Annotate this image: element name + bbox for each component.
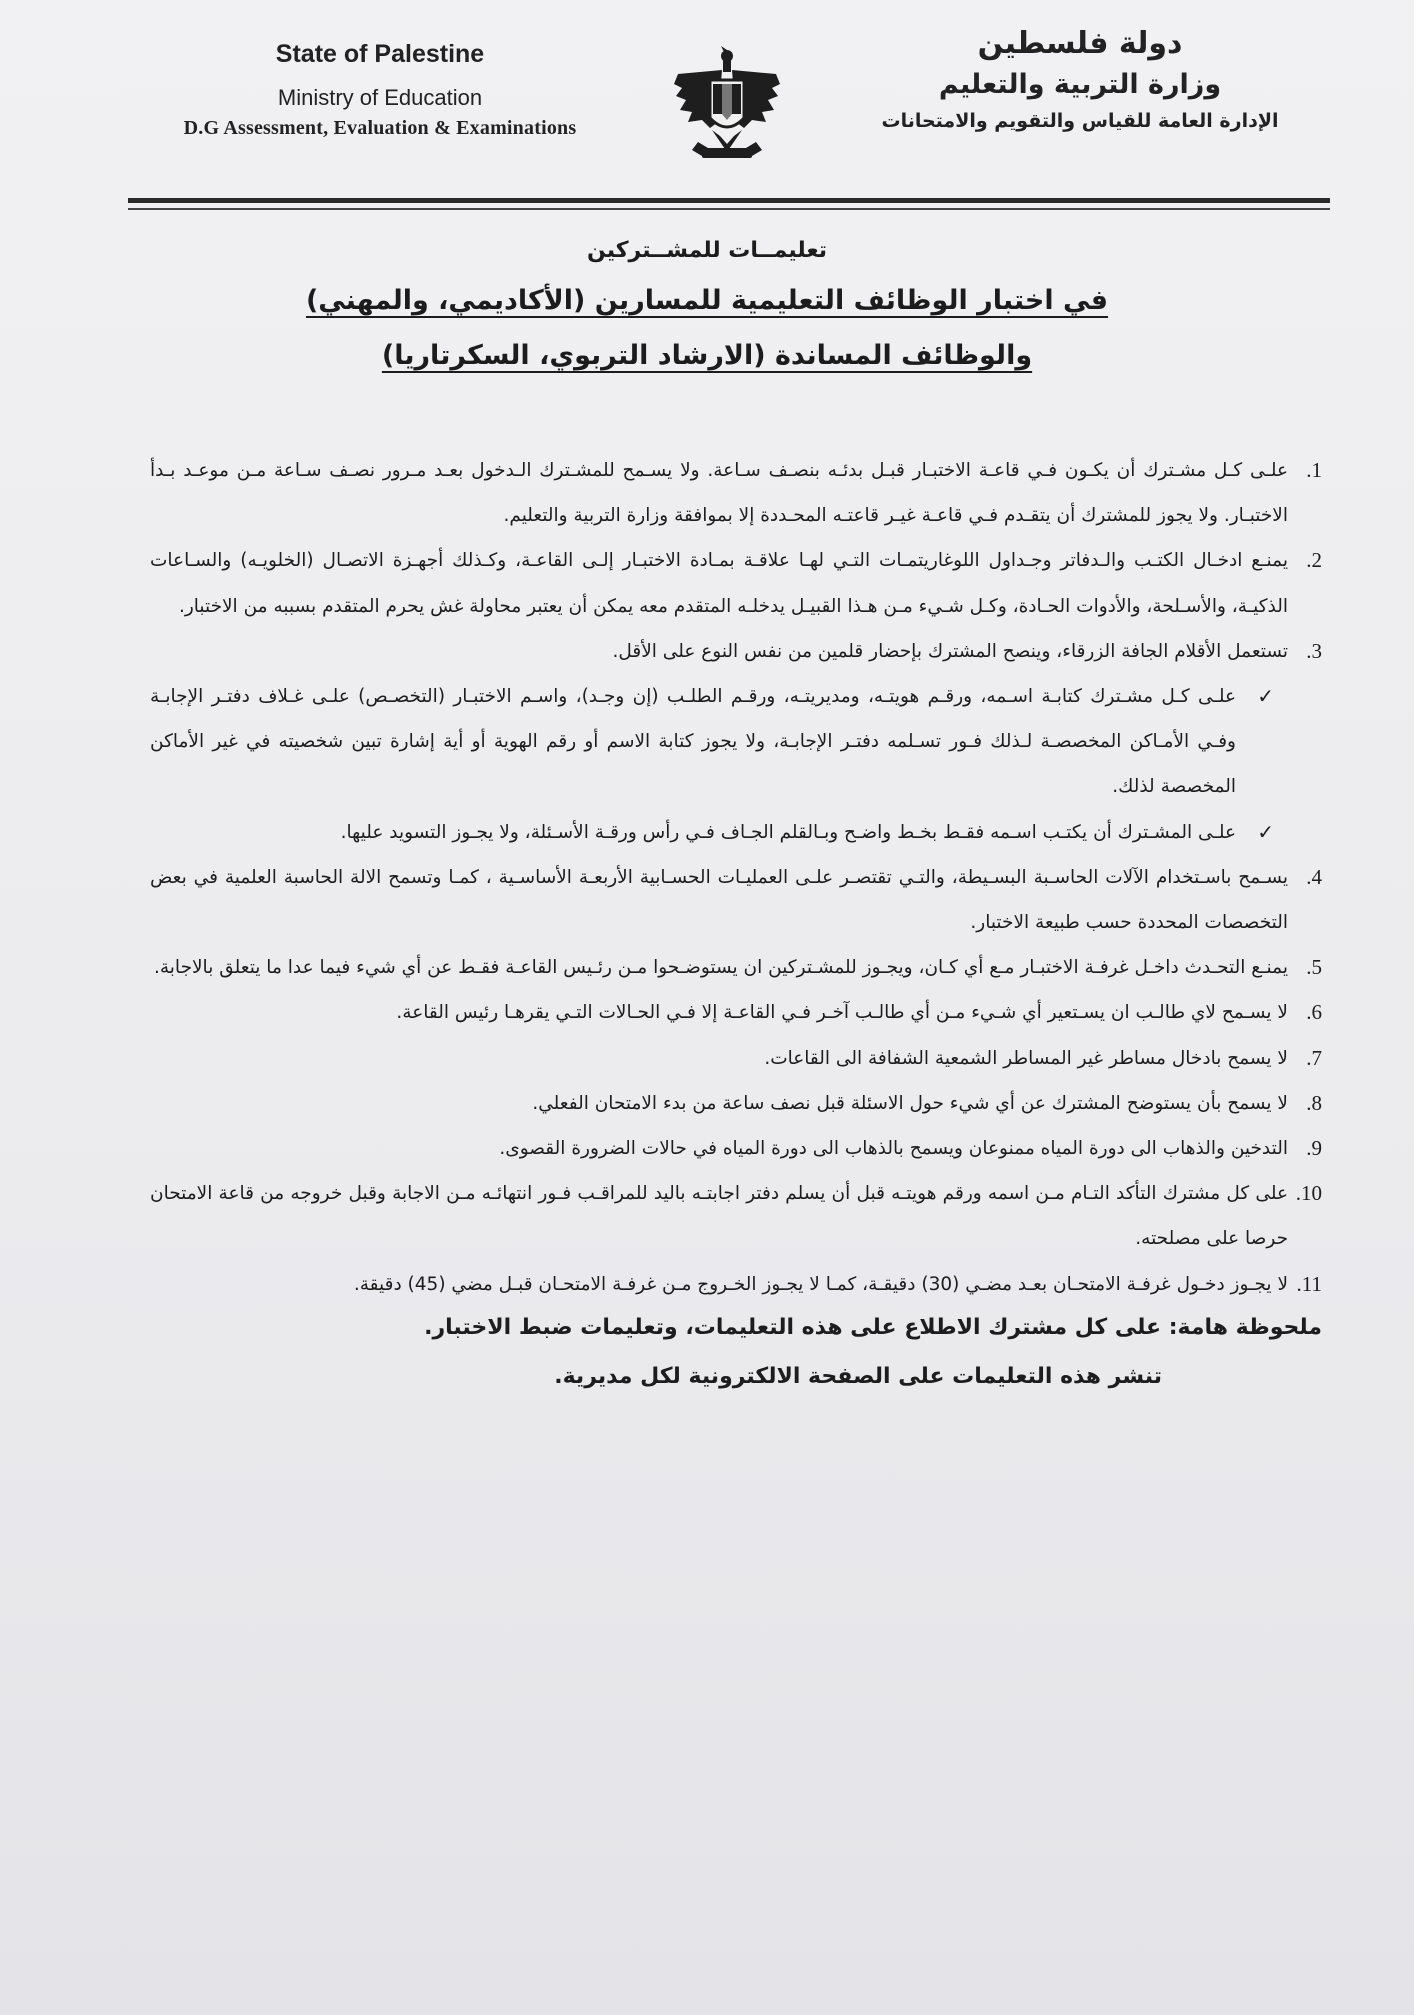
item-text: على كل مشترك التأكد التـام مـن اسمه ورقم هويتـه قبل أن يسلم دفتر اجابتـه باليد للمراقـب فـور انتهائـه مـن الاجابة وقبل خروجه من قاعة الامتحان حرصا على مصلحته. bbox=[150, 1183, 1288, 1250]
list-item bbox=[150, 1171, 1322, 1261]
item-text: لا يسـمح لاي طالـب ان يسـتعير أي شـيء مـن أي طالـب آخـر فـي القاعـة إلا فـي الحـالات التـي يقرهـا رئيس القاعة. bbox=[396, 1002, 1288, 1024]
publication-note: تنشر هذه التعليمات على الصفحة الالكترونية لكل مديرية. bbox=[554, 1363, 1162, 1389]
ministry-name-en: Ministry of Education bbox=[277, 85, 483, 110]
list-item bbox=[150, 1126, 1322, 1171]
item-number: .10 bbox=[1295, 1181, 1322, 1206]
title-support-jobs: والوظائف المساندة (الارشاد التربوي، السكرتاريا) bbox=[381, 340, 1033, 371]
list-item bbox=[150, 1262, 1322, 1307]
instructions-list bbox=[150, 448, 1322, 1307]
sub-item bbox=[150, 810, 1278, 855]
list-item bbox=[150, 1036, 1322, 1081]
checkmark-icon: ✓ bbox=[1257, 684, 1274, 709]
item-number: .1 bbox=[1306, 458, 1322, 482]
document-titles bbox=[200, 238, 1214, 371]
item-text: يمنـع التحـدث داخـل غرفـة الاختبـار مـع أي كـان، ويجـوز للمشـتركين ان يستوضـحوا مـن رئـيس القاعـة فقـط عن أي شيء فيما عدا ما يتعلق بالاجابة. bbox=[153, 957, 1288, 979]
item-text: يمنـع ادخـال الكتـب والـدفاتر وجـداول اللوغاريتمـات التـي لهـا علاقـة بمـادة الاختبـار إلـى القاعـة، وكـذلك أجهـزة الاتصـال (الخلويـه) والسـاعات الذكيـة، والأسـلحة، والأدوات الحـادة، وكـل شـيء مـن هـذا القبيـل يدخلـه المتقدم معه يمكن أن يعتبر محاولة غش يحرم المتقدم بسببه من الاختبار. bbox=[150, 550, 1288, 617]
header-divider-thin bbox=[128, 208, 1330, 210]
list-item bbox=[150, 1081, 1322, 1126]
list-item bbox=[150, 448, 1322, 538]
list-item bbox=[150, 538, 1322, 628]
item-text: يسـمح باسـتخدام الآلات الحاسـبة البسـيطة، والتـي تقتصـر علـى العمليـات الحسـابية الأربعـة الأساسـية ، كمـا وتسمح الالة الحاسبة العلمية في بعض التخصصات المحددة حسب طبيعة الاختبار. bbox=[150, 866, 1288, 934]
directorate-name-en: D.G Assessment, Evaluation & Examinations bbox=[183, 117, 577, 139]
header-arabic bbox=[870, 26, 1290, 132]
title-exam-tracks: في اختبار الوظائف التعليمية للمسارين (الأكاديمي، والمهني) bbox=[305, 285, 1109, 316]
item-text: لا يسمح بأن يستوضح المشترك عن أي شيء حول الاسئلة قبل نصف ساعة من بدء الامتحان الفعلي. bbox=[532, 1092, 1288, 1114]
item-text: تستعمل الأقلام الجافة الزرقاء، وينصح المشترك بإحضار قلمين من نفس النوع على الأقل. bbox=[612, 640, 1288, 662]
ministry-name-ar: وزارة التربية والتعليم bbox=[938, 69, 1222, 100]
sub-item-text: علـى كـل مشـترك كتابـة اسـمه، ورقـم هويتـه، ومديريتـه، ورقـم الطلـب (إن وجـد)، واسـم الاختبـار (التخصـص) علـى غـلاف دفتـر الإجابـة وفـي الأمـاكن المخصصـة لـذلك فـور تسـلمه دفتـر الإجابـة، ولا يجوز كتابة الاسم أو رقم الهوية أو أية إشارة تبين شخصيته في غير الأماكن المخصصة لذلك. bbox=[150, 686, 1236, 798]
list-item bbox=[150, 855, 1322, 945]
state-name-ar: دولة فلسطين bbox=[977, 26, 1183, 61]
title-instructions: تعليمــات للمشــتركين bbox=[586, 238, 828, 263]
sub-item-text: علـى المشـترك أن يكتـب اسـمه فقـط بخـط واضـح وبـالقلم الجـاف فـي رأس ورقـة الأسـئلة، ولا يجـوز التسويد عليها. bbox=[340, 821, 1236, 843]
item-text: التدخين والذهاب الى دورة المياه ممنوعان ويسمح بالذهاب الى دورة المياه في حالات الضرورة القصوى. bbox=[499, 1138, 1288, 1160]
checkmark-icon: ✓ bbox=[1257, 819, 1274, 844]
list-item bbox=[150, 945, 1322, 990]
directorate-name-ar: الإدارة العامة للقياس والتقويم والامتحانات bbox=[881, 110, 1279, 132]
item-number: .5 bbox=[1306, 955, 1322, 980]
item-number: .4 bbox=[1306, 864, 1322, 889]
item-number: .9 bbox=[1306, 1136, 1322, 1161]
sub-item bbox=[150, 674, 1278, 810]
important-note: ملحوظة هامة: على كل مشترك الاطلاع على هذه التعليمات، وتعليمات ضبط الاختبار. bbox=[424, 1314, 1322, 1340]
item-number: .2 bbox=[1306, 548, 1322, 573]
list-item bbox=[150, 629, 1322, 855]
palestine-eagle-emblem-icon bbox=[672, 44, 782, 166]
state-name-en: State of Palestine bbox=[275, 40, 485, 68]
item-number: .3 bbox=[1306, 638, 1322, 663]
item-number: .6 bbox=[1306, 1000, 1322, 1025]
header-divider-thick bbox=[128, 198, 1330, 203]
item-text: لا يجـوز دخـول غرفـة الامتحـان بعـد مضـي (30) دقيقـة، كمـا لا يجـوز الخـروج مـن غرفـة الامتحـان قبـل مضي (45) دقيقة. bbox=[353, 1273, 1288, 1295]
instructions-body bbox=[150, 448, 1322, 1405]
item-text: علـى كـل مشـترك أن يكـون فـي قاعـة الاختبـار قبـل بدئـه بنصـف سـاعة. ولا يسـمح للمشـترك الـدخول بعـد مـرور نصـف سـاعة مـن موعـد بـدأ الاختبـار. ولا يجوز للمشترك أن يتقـدم فـي قاعـة غيـر قاعتـه المحـددة إلا بموافقة وزارة التربية والتعليم. bbox=[150, 460, 1288, 527]
header-english bbox=[120, 40, 640, 140]
list-item bbox=[150, 990, 1322, 1035]
item-number: .7 bbox=[1306, 1045, 1322, 1070]
item-number: .8 bbox=[1306, 1090, 1322, 1115]
item-number: .11 bbox=[1296, 1271, 1322, 1296]
item-text: لا يسمح بادخال مساطر غير المساطر الشمعية الشفافة الى القاعات. bbox=[764, 1047, 1288, 1069]
